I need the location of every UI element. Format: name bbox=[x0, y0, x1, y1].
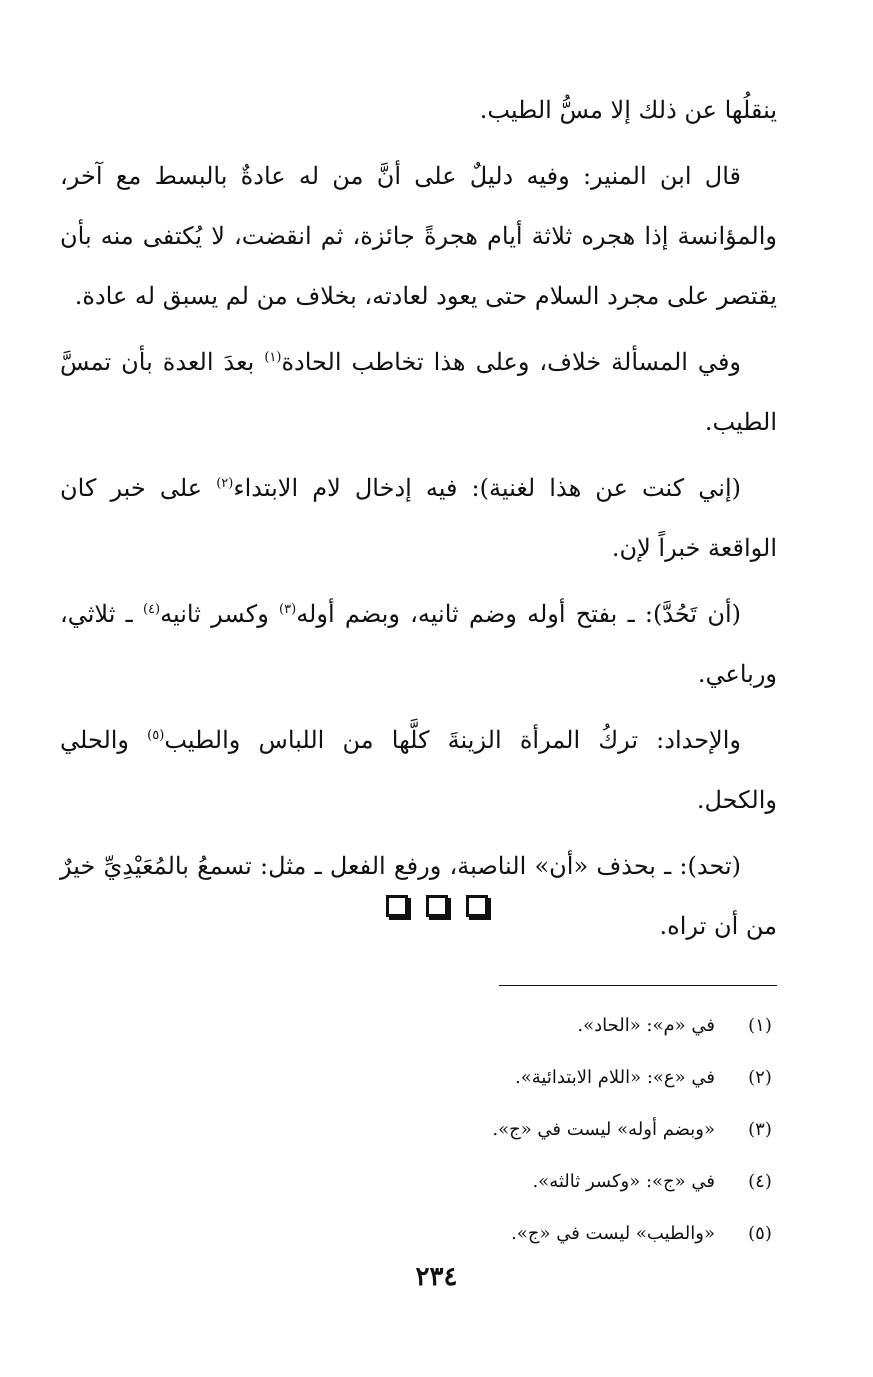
paragraph-4: (إني كنت عن هذا لغنية): فيه إدخال لام الابتداء$^{(٢)}$ على خبر كان الواقعة خبراً لإن. bbox=[60, 474, 777, 562]
page-number: ٢٣٤ bbox=[415, 1262, 458, 1292]
footnote-item: (٢) في «ع»: «اللام الابتدائية». bbox=[515, 1067, 772, 1088]
paragraph-2: قال ابن المنير: وفيه دليلٌ على أنَّ من له عادةٌ بالبسط مع آخر، والمؤانسة إذا هجره ثلاثة أيام هجرةً جائزة، ثم انقضت، لا يُكتفى منه بأن يقتصر على مجرد السلام حتى يعود لعادته، بخلاف من لم يسبق له عادة. bbox=[60, 162, 777, 310]
footnote-item: (٥) «والطيب» ليست في «ج». bbox=[511, 1223, 772, 1244]
footnote-ref-5: (٥) bbox=[147, 728, 165, 743]
footnote-item: (٣) «وبضم أوله» ليست في «ج». bbox=[492, 1119, 772, 1140]
square-ornament-icon bbox=[426, 895, 448, 917]
paragraph-7: (تحد): ـ بحذف «أن» الناصبة، ورفع الفعل ـ مثل: تسمعُ بالمُعَيْدِيِّ خيرٌ من أن تراه. bbox=[60, 852, 777, 940]
square-ornament-icon bbox=[386, 895, 408, 917]
footnote-ref-2: (٢) bbox=[216, 476, 234, 491]
main-text bbox=[60, 80, 777, 962]
paragraph-3: وفي المسألة خلاف، وعلى هذا تخاطب الحادة$^{(١)}$ بعدَ العدة بأن تمسَّ الطيب. bbox=[60, 348, 777, 436]
footnote-item: (١) في «م»: «الحاد». bbox=[577, 1015, 772, 1036]
footnote-separator bbox=[499, 985, 777, 986]
paragraph-6: والإحداد: تركُ المرأة الزينةَ كلَّها من اللباس والطيب$^{(٥)}$ والحلي والكحل. bbox=[60, 726, 777, 814]
square-ornament-icon bbox=[466, 895, 488, 917]
footnote-ref-4: (٤) bbox=[142, 602, 161, 617]
paragraph-1: ينقلُها عن ذلك إلا مسُّ الطيب. bbox=[479, 96, 777, 124]
footnote-item: (٤) في «ج»: «وكسر ثالثه». bbox=[532, 1171, 772, 1192]
footnotes bbox=[297, 1000, 777, 1260]
paragraph-5: (أن تَحُدَّ): ـ بفتح أوله وضم ثانيه، وبضم أوله$^{(٣)}$ وكسر ثانيه$^{(٤)}$ ـ ثلاثي، ورباعي. bbox=[60, 600, 777, 688]
section-divider bbox=[0, 895, 873, 917]
footnote-ref-3: (٣) bbox=[279, 602, 297, 617]
footnote-ref-1: (١) bbox=[264, 350, 282, 365]
